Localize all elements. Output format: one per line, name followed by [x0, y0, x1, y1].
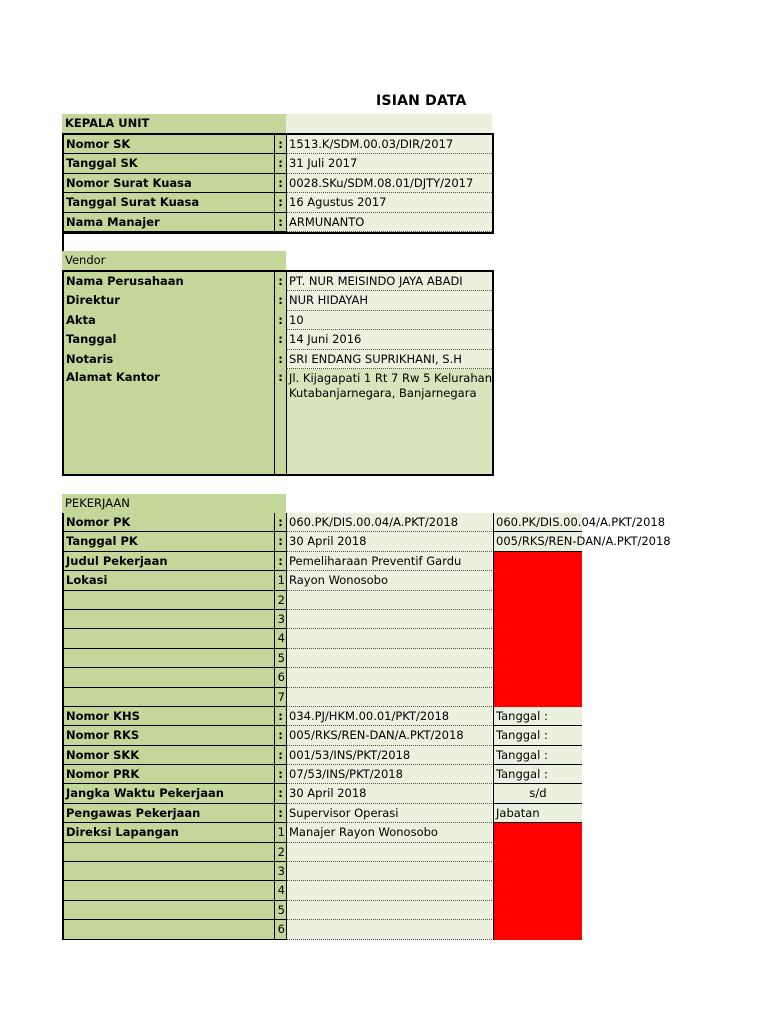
- field-value[interactable]: 31 Juli 2017: [286, 154, 492, 173]
- table-row: [64, 823, 582, 842]
- field-label: [64, 649, 274, 668]
- colon-separator: :: [274, 350, 286, 369]
- colon-separator: :: [274, 291, 286, 310]
- table-row: [64, 532, 671, 551]
- field-label: [64, 591, 274, 610]
- table-row: [64, 920, 582, 939]
- extra-value[interactable]: Tanggal :: [493, 746, 582, 765]
- vendor-table: [62, 270, 494, 476]
- field-label: [64, 629, 274, 648]
- field-value[interactable]: Manajer Rayon Wonosobo: [286, 823, 492, 842]
- highlight-cell: [493, 649, 582, 668]
- colon-separator: :: [274, 784, 286, 803]
- field-label: Nomor SK: [64, 135, 274, 154]
- highlight-cell: [493, 862, 582, 881]
- section-header-vendor: Vendor: [62, 251, 286, 270]
- row-number: 5: [274, 649, 286, 668]
- highlight-cell: [493, 668, 582, 687]
- address-value[interactable]: Jl. Kijagapati 1 Rt 7 Rw 5 Kelurahan Kutabanjarnegara, Banjarnegara: [286, 369, 492, 474]
- row-number: 2: [274, 843, 286, 862]
- kepala-unit-table: [62, 133, 494, 234]
- field-label: Akta: [64, 311, 274, 330]
- highlight-cell: [493, 843, 582, 862]
- table-row: [64, 881, 582, 900]
- row-number: 4: [274, 881, 286, 900]
- table-row: [64, 707, 582, 726]
- highlight-cell: [493, 629, 582, 648]
- table-row: [64, 746, 582, 765]
- field-value[interactable]: 0028.SKu/SDM.08.01/DJTY/2017: [286, 174, 492, 193]
- row-number: 1: [274, 823, 286, 842]
- colon-separator: :: [274, 272, 286, 291]
- colon-separator: :: [274, 174, 286, 193]
- page-title: ISIAN DATA: [376, 93, 467, 109]
- colon-separator: :: [274, 369, 286, 474]
- table-row: [64, 330, 492, 349]
- field-label: Nama Manajer: [64, 213, 274, 232]
- table-row: [64, 272, 492, 291]
- field-value[interactable]: Rayon Wonosobo: [286, 571, 492, 590]
- table-row: [64, 591, 582, 610]
- colon-separator: :: [274, 726, 286, 745]
- field-label: Tanggal: [64, 330, 274, 349]
- field-label: Alamat Kantor: [64, 369, 274, 474]
- field-value[interactable]: [286, 649, 492, 668]
- extra-value[interactable]: 060.PK/DIS.00.04/A.PKT/2018: [493, 513, 582, 532]
- table-row: [64, 862, 582, 881]
- table-row: [64, 193, 492, 212]
- table-row-alamat: [64, 369, 492, 474]
- field-value[interactable]: 060.PK/DIS.00.04/A.PKT/2018: [286, 513, 492, 532]
- table-row: [64, 350, 492, 369]
- row-number: 7: [274, 688, 286, 707]
- field-label: Direksi Lapangan: [64, 823, 274, 842]
- extra-value[interactable]: Jabatan: [493, 804, 582, 823]
- extra-value[interactable]: 005/RKS/REN-DAN/A.PKT/2018: [493, 532, 582, 551]
- field-label: [64, 862, 274, 881]
- table-row: [64, 765, 582, 784]
- field-value[interactable]: [286, 862, 492, 881]
- field-label: [64, 843, 274, 862]
- field-value[interactable]: [286, 610, 492, 629]
- table-row: [64, 649, 582, 668]
- section-header-kepala-unit: KEPALA UNIT: [62, 114, 286, 133]
- field-value[interactable]: [286, 881, 492, 900]
- field-label: Tanggal SK: [64, 154, 274, 173]
- field-label: Nomor PRK: [64, 765, 274, 784]
- field-value[interactable]: [286, 920, 492, 939]
- row-number: 4: [274, 629, 286, 648]
- field-label: Nomor KHS: [64, 707, 274, 726]
- field-label: [64, 668, 274, 687]
- field-value[interactable]: SRI ENDANG SUPRIKHANI, S.H: [286, 350, 492, 369]
- row-number: 3: [274, 862, 286, 881]
- field-label: Nomor PK: [64, 513, 274, 532]
- colon-separator: :: [274, 154, 286, 173]
- field-label: [64, 881, 274, 900]
- field-label: Notaris: [64, 350, 274, 369]
- extra-value[interactable]: Tanggal :: [493, 707, 582, 726]
- table-row: [64, 174, 492, 193]
- highlight-cell: [493, 823, 582, 842]
- field-label: Judul Pekerjaan: [64, 552, 274, 571]
- field-label: Tanggal Surat Kuasa: [64, 193, 274, 212]
- colon-separator: :: [274, 707, 286, 726]
- pekerjaan-table: [62, 513, 671, 940]
- highlight-cell: [493, 610, 582, 629]
- field-label: [64, 610, 274, 629]
- extra-value[interactable]: Tanggal :: [493, 726, 582, 745]
- table-row: [64, 610, 582, 629]
- field-label: Nomor SKK: [64, 746, 274, 765]
- table-row: [64, 843, 582, 862]
- field-value[interactable]: [286, 668, 492, 687]
- table-row: [64, 726, 582, 745]
- colon-separator: :: [274, 804, 286, 823]
- colon-separator: :: [274, 213, 286, 232]
- highlight-cell: [493, 881, 582, 900]
- colon-separator: :: [274, 746, 286, 765]
- table-row: [64, 135, 492, 154]
- colon-separator: :: [274, 765, 286, 784]
- table-row: [64, 668, 582, 687]
- field-label: Lokasi: [64, 571, 274, 590]
- field-value[interactable]: 1513.K/SDM.00.03/DIR/2017: [286, 135, 492, 154]
- field-value[interactable]: 14 Juni 2016: [286, 330, 492, 349]
- field-value[interactable]: Supervisor Operasi: [286, 804, 492, 823]
- field-value[interactable]: [286, 591, 492, 610]
- table-row: [64, 804, 582, 823]
- field-value[interactable]: 034.PJ/HKM.00.01/PKT/2018: [286, 707, 492, 726]
- table-row: [64, 571, 582, 590]
- field-label: Nama Perusahaan: [64, 272, 274, 291]
- row-number: 1: [274, 571, 286, 590]
- field-label: [64, 901, 274, 920]
- colon-separator: :: [274, 532, 286, 551]
- highlight-cell: [493, 552, 582, 571]
- table-row: [64, 688, 582, 707]
- field-label: Tanggal PK: [64, 532, 274, 551]
- extra-value[interactable]: Tanggal :: [493, 765, 582, 784]
- colon-separator: :: [274, 193, 286, 212]
- highlight-cell: [493, 571, 582, 590]
- field-value[interactable]: 30 April 2018: [286, 784, 492, 803]
- field-value[interactable]: 16 Agustus 2017: [286, 193, 492, 212]
- colon-separator: :: [274, 513, 286, 532]
- highlight-cell: [493, 591, 582, 610]
- highlight-cell: [493, 688, 582, 707]
- table-row: [64, 311, 492, 330]
- colon-separator: :: [274, 330, 286, 349]
- field-value[interactable]: ARMUNANTO: [286, 213, 492, 232]
- colon-separator: :: [274, 311, 286, 330]
- field-value[interactable]: 005/RKS/REN-DAN/A.PKT/2018: [286, 726, 492, 745]
- section-header-filler: [286, 114, 492, 133]
- table-row: [64, 154, 492, 173]
- table-row: [64, 629, 582, 648]
- field-value[interactable]: Pemeliharaan Preventif Gardu: [286, 552, 492, 571]
- field-label: Nomor RKS: [64, 726, 274, 745]
- field-value[interactable]: PT. NUR MEISINDO JAYA ABADI: [286, 272, 492, 291]
- field-label: [64, 688, 274, 707]
- field-value[interactable]: [286, 901, 492, 920]
- highlight-cell: [493, 920, 582, 939]
- table-row: [64, 552, 582, 571]
- divider-line: [62, 233, 64, 251]
- field-value[interactable]: 30 April 2018: [286, 532, 492, 551]
- colon-separator: :: [274, 552, 286, 571]
- field-label: Direktur: [64, 291, 274, 310]
- row-number: 3: [274, 610, 286, 629]
- table-row: [64, 784, 582, 803]
- table-row: [64, 291, 492, 310]
- table-row: [64, 513, 666, 532]
- field-label: Nomor Surat Kuasa: [64, 174, 274, 193]
- field-value[interactable]: [286, 688, 492, 707]
- field-value[interactable]: 07/53/INS/PKT/2018: [286, 765, 492, 784]
- row-number: 2: [274, 591, 286, 610]
- row-number: 6: [274, 668, 286, 687]
- table-row: [64, 213, 492, 232]
- field-label: [64, 920, 274, 939]
- field-value[interactable]: [286, 843, 492, 862]
- extra-value[interactable]: s/d: [493, 784, 582, 803]
- field-value[interactable]: 001/53/INS/PKT/2018: [286, 746, 492, 765]
- row-number: 6: [274, 920, 286, 939]
- row-number: 5: [274, 901, 286, 920]
- table-row: [64, 901, 582, 920]
- colon-separator: :: [274, 135, 286, 154]
- field-value[interactable]: NUR HIDAYAH: [286, 291, 492, 310]
- field-value[interactable]: 10: [286, 311, 492, 330]
- field-label: Pengawas Pekerjaan: [64, 804, 274, 823]
- highlight-cell: [493, 901, 582, 920]
- field-value[interactable]: [286, 629, 492, 648]
- field-label: Jangka Waktu Pekerjaan: [64, 784, 274, 803]
- section-header-pekerjaan: PEKERJAAN: [62, 494, 286, 513]
